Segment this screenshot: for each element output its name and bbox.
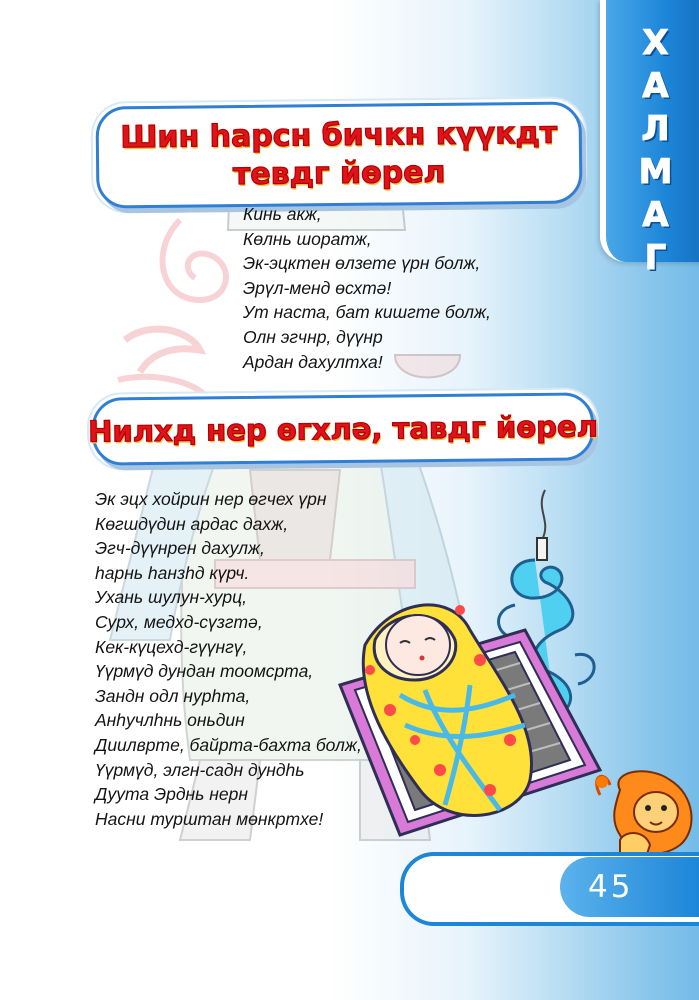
poem-line: Үүрмүд, элгн-садн дундһь [95,759,305,780]
poem-line: Эк-эцктен өлзете үрн болж, [243,253,481,274]
poem-line: Ухань шулун-хурц, [95,587,248,608]
poem-line: Көгшдүдин ардас дахж, [95,513,289,534]
poem-2 [95,487,362,831]
side-tab-letter: А [642,66,669,106]
side-tab-letter: М [638,152,673,192]
lion-mascot-illustration [590,770,699,860]
poem-line: һарнь һанзһд күрч. [95,562,250,583]
chapter-side-tab [600,0,699,278]
poem-line: Үүрмүд дундан тоомсрта, [95,661,314,682]
poem-line: Көлнь шоратж, [243,228,372,249]
poem-line: Эк эцх хойрин нер өгчех үрн [95,489,327,509]
side-tab-letter: А [642,195,669,235]
title-banner-2 [87,392,599,465]
poem-line: Диилврте, байрта-бахта болж, [95,734,362,755]
side-tab-letter: Л [641,109,670,149]
poem-line: Дуута Эрднь нерн [95,784,248,805]
poem-line: Ут наста, бат кишгте болж, [243,302,491,323]
chapter-side-tab-label [606,22,699,280]
side-tab-letter: Г [644,238,667,278]
page-number: 45 [560,857,699,917]
poem-1 [243,202,491,374]
title-1-line: тевдг йөрел [232,154,446,193]
side-tab-letter: Х [642,23,669,63]
poem-line: Сурх, медхд-сүзгтә, [95,611,263,632]
poem-line: Насни турштан мөнкртхе! [95,808,324,829]
poem-line: Эрүл-менд өсхтә! [243,277,392,298]
poem-line: Зандн одл нурһта, [95,685,251,706]
swaddled-baby-illustration [330,480,630,850]
poem-line: Ардан дахултха! [243,351,383,372]
poem-line: Эгч-дүүнрен дахулж, [95,538,265,559]
poem-line: Кинь акж, [243,204,322,224]
poem-line: Олн эгчнр, дүүнр [243,326,383,347]
title-banner-1 [95,101,582,208]
poem-line: Кек-күцехд-гүүнгү, [95,636,248,657]
title-1-line: Шин һарсн бичкн күүкдт [120,115,558,156]
title-2-line: Нилхд нер өгхлә, тавдг йөрел [87,409,599,449]
poem-line: Анһучлһнь оньдин [95,710,245,731]
